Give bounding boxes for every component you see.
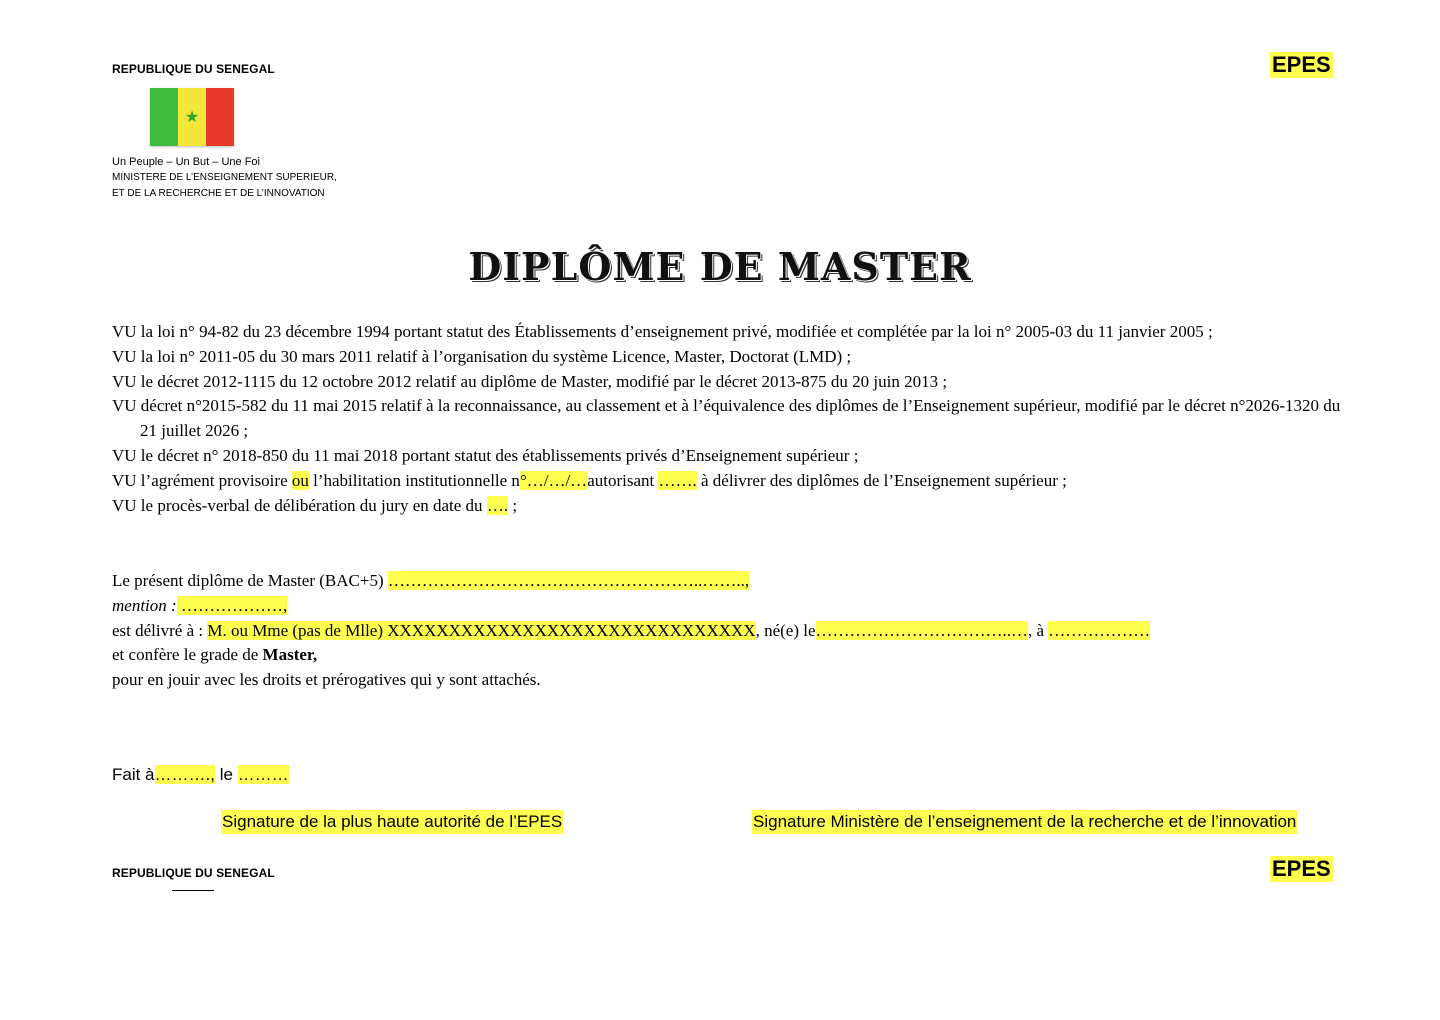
delivered-prefix: est délivré à : (112, 620, 208, 640)
vu-clause: VU la loi n° 2011-05 du 30 mars 2011 relatif à l’organisation du système Licence, Master, Doctorat (LMD) ; (112, 346, 852, 366)
place-date-line (112, 765, 289, 785)
document-title: DIPLÔME DE MASTER (468, 244, 972, 289)
flag-band-green (150, 88, 178, 146)
clause-text: ; (508, 495, 518, 515)
diploma-statement (112, 569, 1352, 693)
clause-text: autorisant (587, 470, 659, 490)
clause-text: VU le procès-verbal de délibération du jury en date du (112, 495, 487, 515)
place-blank: ………., (154, 765, 215, 784)
clause-text: à délivrer des diplômes de l’Enseignement supérieur ; (696, 470, 1067, 490)
divider (172, 890, 214, 891)
grade-value: Master, (262, 645, 318, 665)
jury-date-blank: …. (486, 495, 509, 515)
flag-band-red (206, 88, 234, 146)
signature-ministry: Signature Ministère de l’enseignement de la recherche et de l’innovation (752, 810, 1297, 834)
star-icon: ★ (184, 107, 200, 126)
mention-label: mention : (112, 595, 177, 615)
rights-line: pour en jouir avec les droits et prérogatives qui y sont attachés. (112, 670, 541, 690)
ministry-line-1: MINISTERE DE L’ENSEIGNEMENT SUPERIEUR, (112, 172, 337, 183)
institution-label: EPES (1272, 52, 1331, 77)
flag-band-yellow (178, 88, 206, 146)
le-label: le (214, 765, 238, 784)
signature-epes: Signature de la plus haute autorité de l’EPES (221, 810, 563, 834)
national-motto: Un Peuple – Un But – Une Foi (112, 156, 260, 168)
senegal-flag-icon (150, 88, 234, 146)
mention-line (112, 594, 1352, 619)
born-label: , né(e) le (755, 620, 816, 640)
highlight-ou: ou (291, 470, 309, 490)
mention-blank: ………………, (176, 595, 288, 615)
republic-header: REPUBLIQUE DU SENEGAL (112, 62, 275, 76)
master-specialty-blank: ………………………………………………..…….., (387, 571, 750, 590)
clause-text: l’habilitation institutionnelle n (308, 470, 520, 490)
institution-footer-label: EPES (1272, 856, 1331, 881)
master-prefix: Le présent diplôme de Master (BAC+5) (112, 571, 388, 590)
grade-line (112, 643, 1352, 668)
master-line (112, 569, 1352, 594)
vu-clause-agrement (112, 469, 1352, 494)
epes-name-blank: ……. (658, 470, 697, 490)
recipient-name-blank: M. ou Mme (pas de Mlle) XXXXXXXXXXXXXXXXXXXXXXXXXXXXXX (207, 620, 756, 640)
date-blank: ……… (237, 765, 289, 784)
grade-prefix: et confère le grade de (112, 645, 263, 665)
birth-date-blank: ……………………………..… (815, 620, 1028, 640)
vu-clause: VU le décret n° 2018-850 du 11 mai 2018 portant statut des établissements privés d’Enseignement supérieur ; (112, 445, 859, 465)
vu-clause-pv (112, 494, 1352, 519)
birth-place-blank: ……………… (1048, 620, 1151, 640)
clause-text: VU l’agrément provisoire (112, 470, 292, 490)
legal-references (112, 320, 1352, 518)
delivered-line (112, 619, 1352, 644)
vu-clause: VU la loi n° 94-82 du 23 décembre 1994 portant statut des Établissements d’enseignement privé, modifiée et complétée par la loi n° 2005-03 du 11 janvier 2005 ; (112, 322, 1213, 341)
agrement-number-blank: °…/…/… (519, 470, 588, 490)
vu-clause: VU décret n°2015-582 du 11 mai 2015 relatif à la reconnaissance, au classement et à l’équivalence des diplômes de l’Enseignement supérieur, modifié par le décret n°2026-1320 du 21 juillet 2026 ; (112, 396, 1341, 441)
republic-footer: REPUBLIQUE DU SENEGAL (112, 866, 275, 880)
ministry-line-2: ET DE LA RECHERCHE ET DE L’INNOVATION (112, 188, 325, 199)
fait-label: Fait à (112, 765, 155, 784)
ministry-block (112, 154, 337, 202)
at-label: , à (1028, 620, 1049, 640)
vu-clause: VU le décret 2012-1115 du 12 octobre 2012 relatif au diplôme de Master, modifié par le décret 2013-875 du 20 juin 2013 ; (112, 371, 948, 391)
